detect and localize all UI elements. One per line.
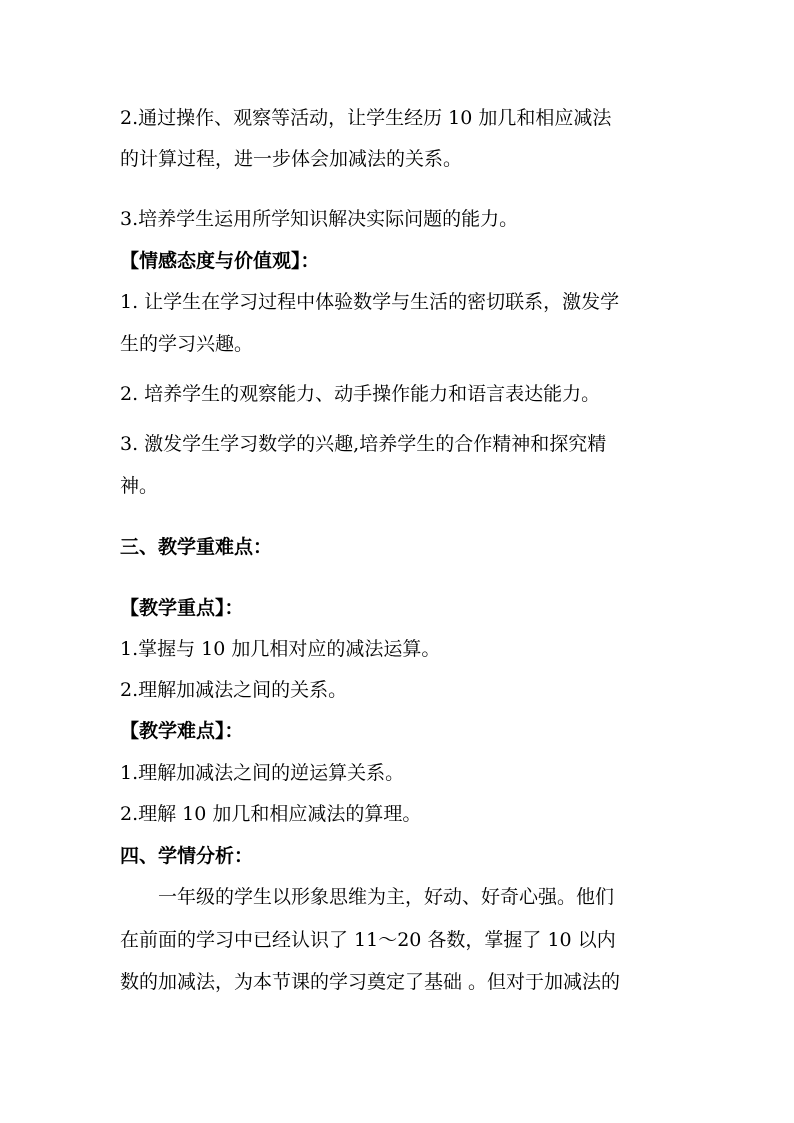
- knowledge-item-2-line-2: 的计算过程，进一步体会加减法的关系。: [120, 148, 463, 170]
- key-points-heading: 【教学重点】：: [120, 597, 244, 619]
- emotion-item-1-line-2: 生的学习兴趣。: [120, 333, 254, 355]
- emotion-item-1-line-1: 1. 让学生在学习过程中体验数学与生活的密切联系，激发学: [120, 291, 620, 313]
- emotion-item-3-line-1: 3. 激发学生学习数学的兴趣,培养学生的合作精神和探究精: [120, 433, 607, 455]
- emotion-item-3-line-2: 神。: [120, 475, 159, 497]
- key-point-item-1: 1.掌握与 10 加几相对应的减法运算。: [120, 638, 441, 660]
- emotion-heading: 【情感态度与价值观】：: [120, 250, 320, 272]
- knowledge-item-3: 3.培养学生运用所学知识解决实际问题的能力。: [120, 208, 519, 230]
- analysis-paragraph-line-1: 一年级的学生以形象思维为主，好动、好奇心强。他们: [158, 886, 615, 908]
- emotion-item-2: 2. 培养学生的观察能力、动手操作能力和语言表达能力。: [120, 383, 601, 405]
- knowledge-item-2-line-1: 2.通过操作、观察等活动，让学生经历 10 加几和相应减法: [120, 107, 612, 129]
- analysis-paragraph-line-3: 数的加减法，为本节课的学习奠定了基础 。但对于加减法的: [120, 971, 621, 993]
- difficulty-heading: 【教学难点】：: [120, 720, 244, 742]
- section-3-heading: 三、教学重难点：: [120, 536, 273, 558]
- section-4-heading: 四、学情分析：: [120, 845, 254, 867]
- difficulty-item-2: 2.理解 10 加几和相应减法的算理。: [120, 803, 422, 825]
- analysis-paragraph-line-2: 在前面的学习中已经认识了 11～20 各数，掌握了 10 以内: [120, 929, 616, 951]
- difficulty-item-1: 1.理解加减法之间的逆运算关系。: [120, 762, 405, 784]
- key-point-item-2: 2.理解加减法之间的关系。: [120, 679, 348, 701]
